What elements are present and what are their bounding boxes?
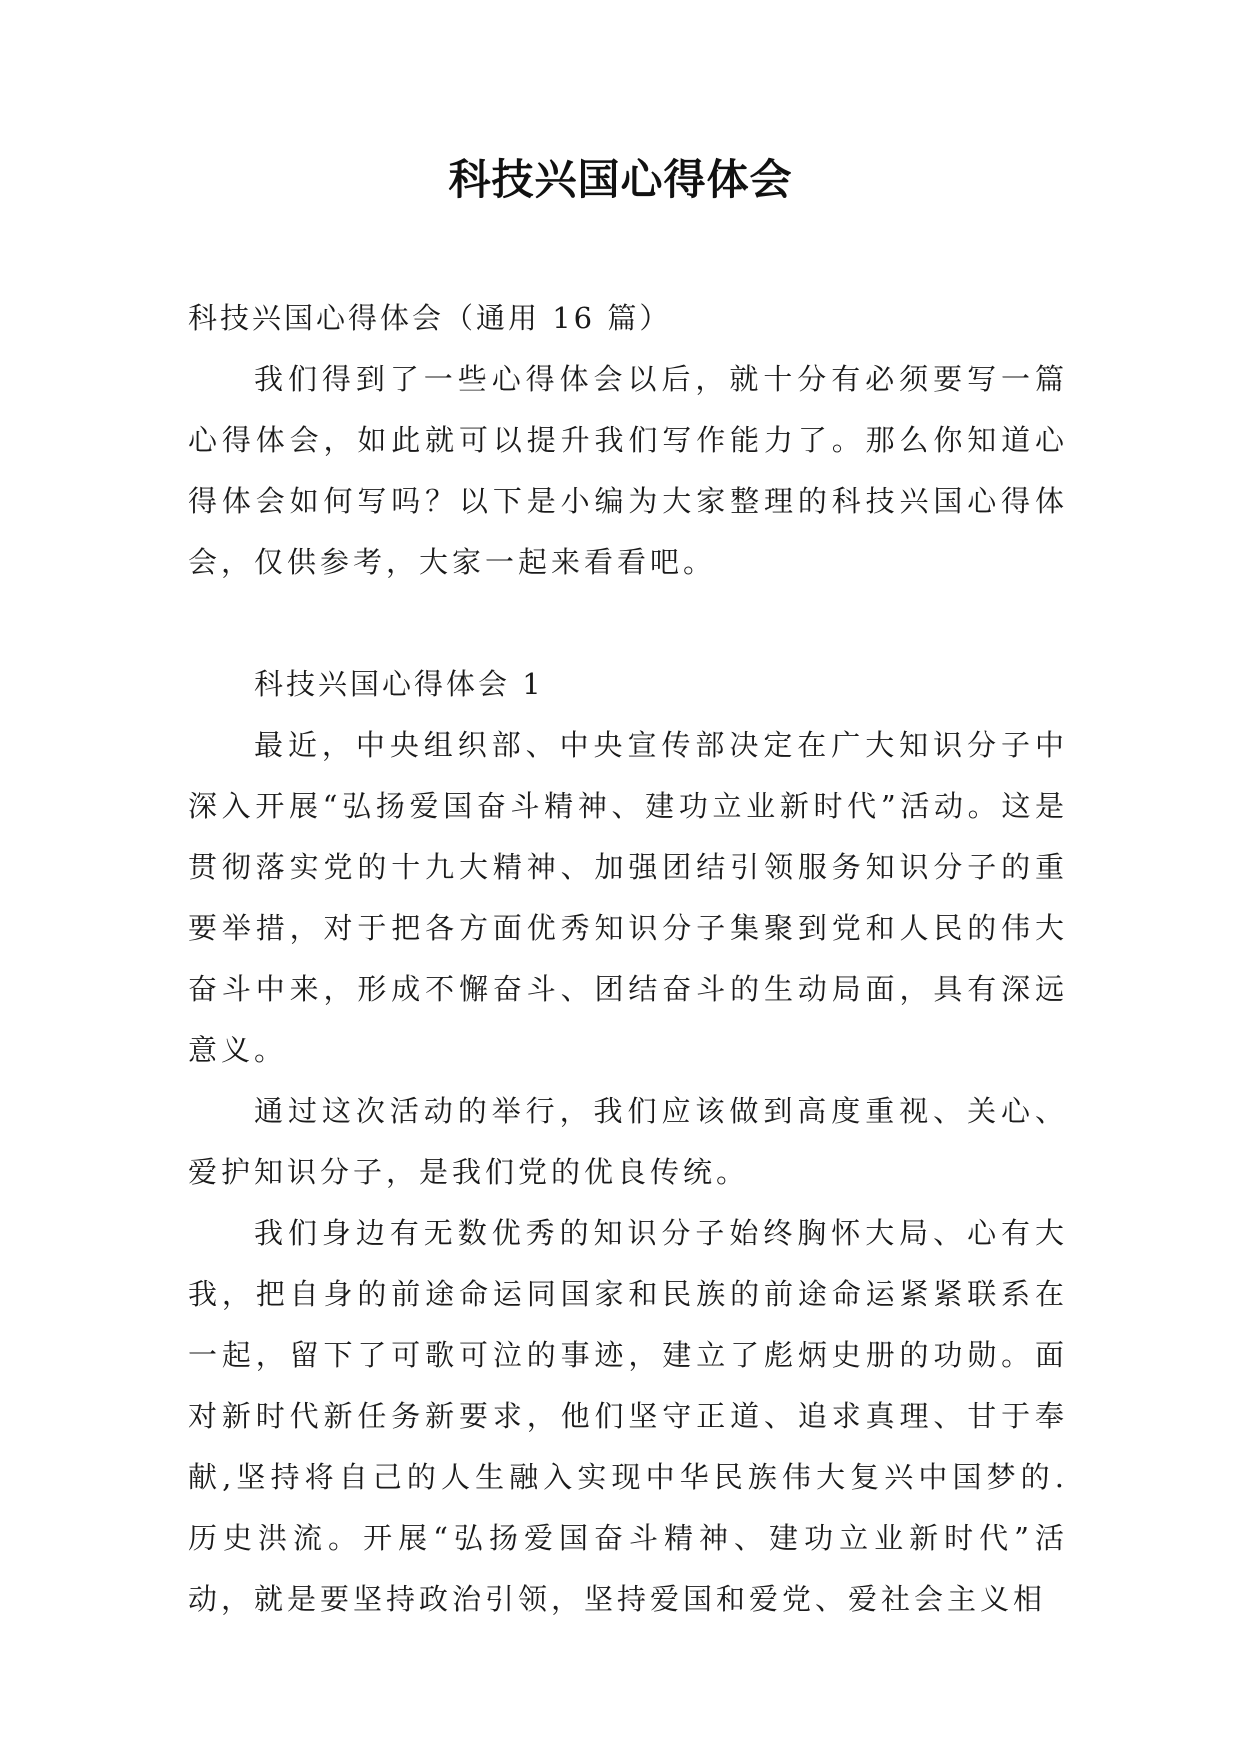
document-body — [188, 288, 1068, 1630]
body-paragraph-3: 我们身边有无数优秀的知识分子始终胸怀大局、心有大我，把自身的前途命运同国家和民族的前途命运紧紧联系在一起，留下了可歌可泣的事迹，建立了彪炳史册的功勋。面对新时代新任务新要求，他们坚守正道、追求真理、甘于奉献,坚持将自己的人生融入实现中华民族伟大复兴中国梦的.历史洪流。开展“弘扬爱国奋斗精神、建功立业新时代”活动，就是要坚持政治引领，坚持爱国和爱党、爱社会主义相 — [188, 1216, 1068, 1616]
body-paragraph-2: 通过这次活动的举行，我们应该做到高度重视、关心、爱护知识分子，是我们党的优良传统。 — [188, 1094, 1068, 1189]
document-title: 科技兴国心得体会 — [448, 155, 793, 204]
section-heading: 科技兴国心得体会 1 — [254, 667, 544, 701]
document-subtitle: 科技兴国心得体会（通用 16 篇） — [188, 301, 672, 335]
intro-paragraph: 我们得到了一些心得体会以后，就十分有必须要写一篇心得体会，如此就可以提升我们写作能力了。那么你知道心得体会如何写吗？以下是小编为大家整理的科技兴国心得体会，仅供参考，大家一起来看看吧。 — [188, 362, 1068, 579]
body-paragraph-1: 最近，中央组织部、中央宣传部决定在广大知识分子中深入开展“弘扬爱国奋斗精神、建功立业新时代”活动。这是贯彻落实党的十九大精神、加强团结引领服务知识分子的重要举措，对于把各方面优秀知识分子集聚到党和人民的伟大奋斗中来，形成不懈奋斗、团结奋斗的生动局面，具有深远意义。 — [188, 728, 1068, 1067]
